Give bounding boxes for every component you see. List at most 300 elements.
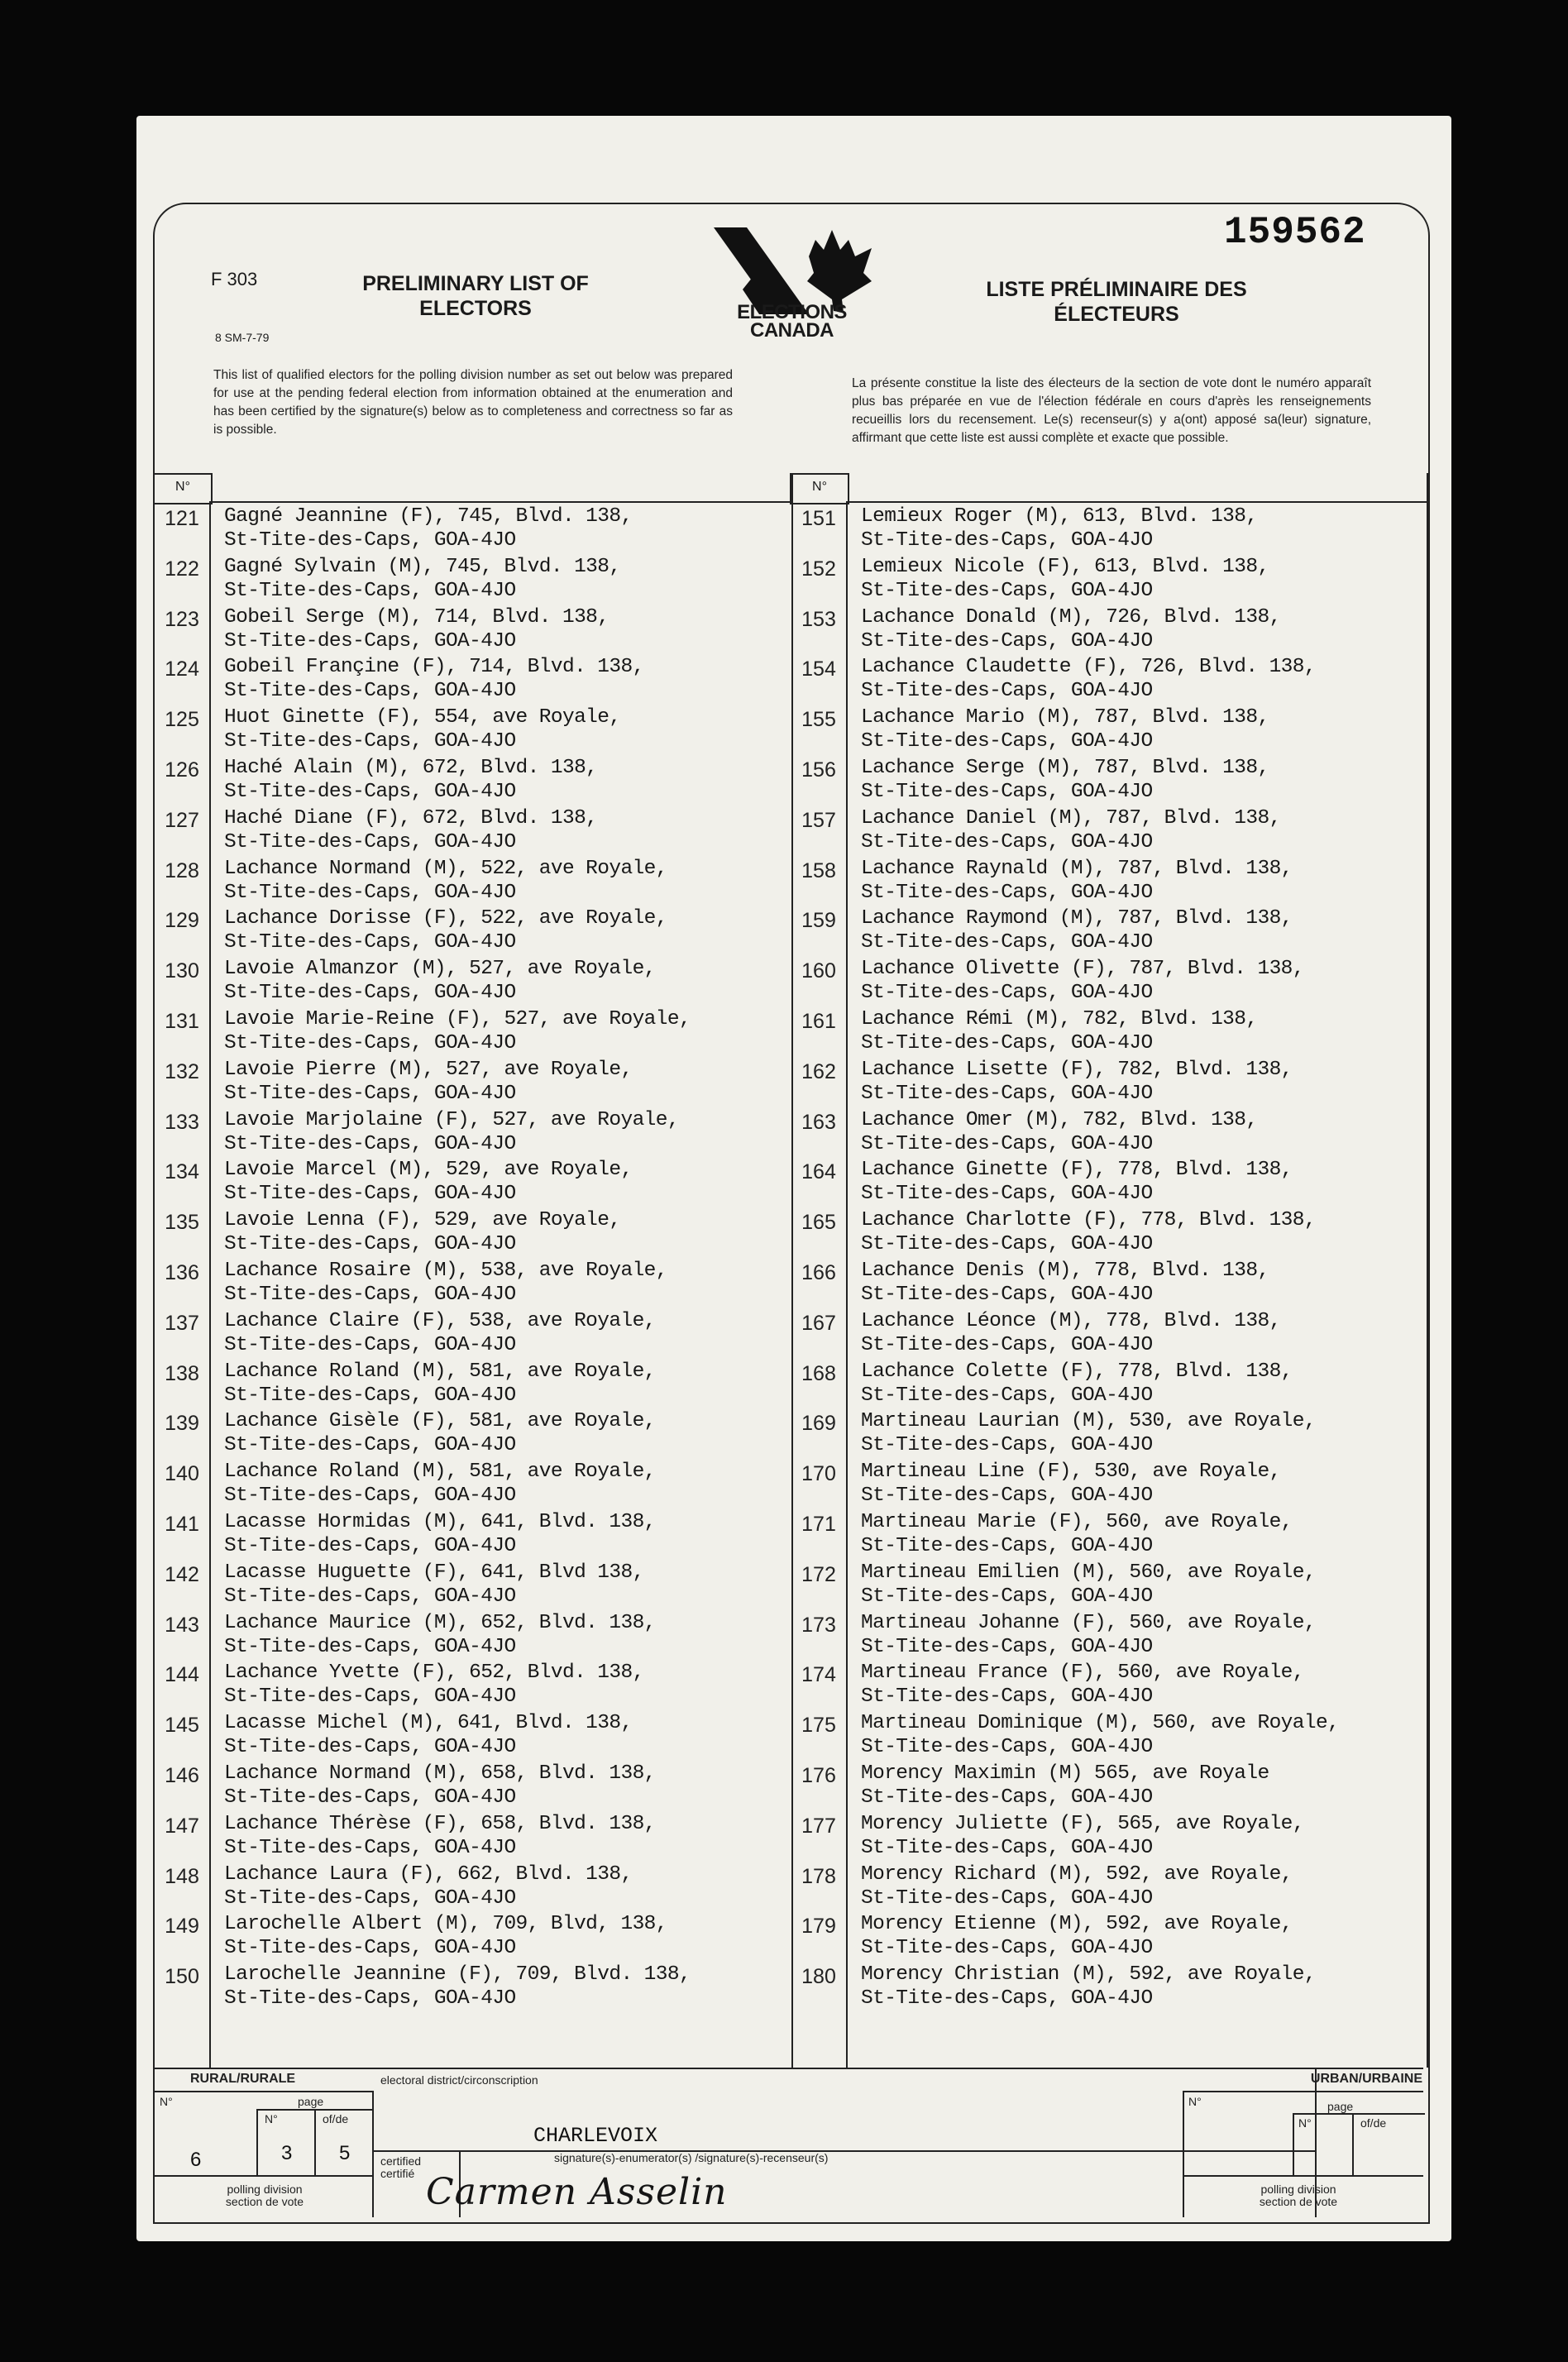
elector-number: 148 [165,1864,199,1888]
elector-number: 180 [801,1965,836,1989]
elector-number: 159 [801,909,836,933]
elector-entry [791,1108,1425,1159]
elector-entry [791,1661,1425,1711]
elector-details [209,1963,691,2013]
elector-entry [791,1158,1425,1208]
elector-entry [791,1208,1425,1259]
elector-number: 163 [801,1110,836,1134]
elector-details [209,1812,656,1862]
elector-details [209,857,667,907]
elector-number: 135 [165,1211,199,1235]
elector-number: 131 [165,1009,199,1033]
urban-polling-label-fr: section de vote [1259,2195,1338,2208]
elector-name-line: Lacasse Michel (M), 641, Blvd. 138, [224,1712,633,1735]
elector-details [846,857,1293,907]
elector-number: 149 [165,1915,199,1939]
elector-name-line: Gobeil Françine (F), 714, Blvd. 138, [224,656,644,679]
elector-details [846,1309,1281,1360]
elector-entry [155,1862,788,1913]
elector-number: 122 [165,557,199,581]
elector-details [209,756,597,806]
elector-name-line: Lavoie Pierre (M), 527, ave Royale, [224,1058,633,1081]
elector-number: 153 [801,607,836,631]
elector-details [209,1309,656,1360]
elector-name-line: Lachance Olivette (F), 787, Blvd. 138, [861,958,1304,981]
elector-number: 126 [165,758,199,782]
elector-entry [155,756,788,806]
elector-address-line: St-Tite-des-Caps, GOA-4JO [861,579,1153,602]
elector-entry [791,555,1425,605]
elector-address-line: St-Tite-des-Caps, GOA-4JO [861,1635,1153,1658]
elector-number: 155 [801,708,836,732]
elector-address-line: St-Tite-des-Caps, GOA-4JO [861,881,1153,904]
elector-name-line: Lachance Rémi (M), 782, Blvd. 138, [861,1007,1258,1030]
elector-number: 146 [165,1763,199,1787]
elector-number: 152 [801,557,836,581]
elector-details [209,1058,633,1108]
elector-address-line: St-Tite-des-Caps, GOA-4JO [224,1987,516,2011]
elector-name-line: Lachance Raynald (M), 787, Blvd. 138, [861,857,1293,880]
elector-number: 137 [165,1311,199,1335]
elector-details [846,1409,1316,1460]
elector-entry [155,1309,788,1360]
elector-number: 175 [801,1714,836,1738]
elector-details [846,1711,1339,1762]
elector-entry [791,957,1425,1007]
urban-page-box [1293,2113,1425,2177]
elector-number: 165 [801,1211,836,1235]
elector-number: 123 [165,607,199,631]
elector-number: 132 [165,1059,199,1083]
urban-of-label: of/de [1360,2116,1387,2130]
elector-number: 142 [165,1562,199,1586]
page-number: 3 [281,2142,293,2164]
elector-details [209,1711,633,1762]
elector-name-line: Haché Diane (F), 672, Blvd. 138, [224,806,598,830]
elector-address-line: St-Tite-des-Caps, GOA-4JO [224,780,516,803]
elector-number: 173 [801,1613,836,1637]
elector-details [209,555,620,605]
elector-name-line: Lacasse Hormidas (M), 641, Blvd. 138, [224,1510,656,1533]
elector-number: 162 [801,1059,836,1083]
elector-address-line: St-Tite-des-Caps, GOA-4JO [861,730,1153,753]
elector-number: 130 [165,959,199,983]
elector-address-line: St-Tite-des-Caps, GOA-4JO [861,1283,1153,1306]
elector-address-line: St-Tite-des-Caps, GOA-4JO [224,1886,516,1910]
elector-name-line: Gagné Sylvain (M), 745, Blvd. 138, [224,555,621,578]
elector-details [846,806,1281,857]
elector-address-line: St-Tite-des-Caps, GOA-4JO [224,629,516,653]
elector-name-line: Martineau Dominique (M), 560, ave Royale, [861,1712,1340,1735]
elector-address-line: St-Tite-des-Caps, GOA-4JO [224,1333,516,1356]
rural-no-label: N° [160,2095,173,2108]
elector-name-line: Lachance Roland (M), 581, ave Royale, [224,1360,656,1383]
certified-label-en: certified [380,2154,422,2168]
elector-details [846,1812,1304,1862]
elector-address-line: St-Tite-des-Caps, GOA-4JO [861,1333,1153,1356]
right-number-header: N° [790,473,849,504]
elector-entry [155,1259,788,1309]
elector-entry [791,1058,1425,1108]
urban-rule [1183,2091,1423,2092]
elector-address-line: St-Tite-des-Caps, GOA-4JO [861,1132,1153,1155]
elector-details [846,605,1281,656]
elector-details [209,705,620,756]
elector-details [846,655,1316,705]
elector-entry [155,806,788,857]
elector-address-line: St-Tite-des-Caps, GOA-4JO [224,931,516,954]
elector-name-line: Lachance Normand (M), 658, Blvd. 138, [224,1762,656,1785]
elector-details [209,1158,633,1208]
elector-address-line: St-Tite-des-Caps, GOA-4JO [861,1987,1153,2011]
elector-entry [791,1259,1425,1309]
elector-number: 170 [801,1462,836,1486]
elector-entry [791,1360,1425,1410]
elector-details [846,1158,1293,1208]
footer [153,2068,1427,2221]
elector-details [846,906,1293,957]
elector-number: 124 [165,657,199,681]
logo-wordmark [703,301,881,342]
elector-name-line: Lachance Charlotte (F), 778, Blvd. 138, [861,1209,1316,1232]
rural-polling-label [211,2183,318,2208]
elector-name-line: Lachance Normand (M), 522, ave Royale, [224,857,667,880]
elector-entry [155,1661,788,1711]
elector-name-line: Lachance Gisèle (F), 581, ave Royale, [224,1410,656,1433]
elector-details [209,806,597,857]
elector-name-line: Lachance Roland (M), 581, ave Royale, [224,1461,656,1484]
elector-entry [791,1510,1425,1561]
elector-name-line: Lemieux Roger (M), 613, Blvd. 138, [861,505,1258,528]
elector-number: 164 [801,1160,836,1184]
elector-address-line: St-Tite-des-Caps, GOA-4JO [861,1736,1153,1759]
elector-number: 138 [165,1361,199,1385]
elector-name-line: Lachance Omer (M), 782, Blvd. 138, [861,1108,1258,1131]
elector-number: 133 [165,1110,199,1134]
elector-number: 160 [801,959,836,983]
elector-entry [155,1812,788,1862]
elector-details [846,1862,1293,1913]
elector-entry [155,1711,788,1762]
elector-entry [791,1460,1425,1510]
elector-entry [791,806,1425,857]
elector-number: 134 [165,1160,199,1184]
rural-rule [153,2091,372,2092]
elector-address-line: St-Tite-des-Caps, GOA-4JO [224,830,516,853]
elector-name-line: Morency Etienne (M), 592, ave Royale, [861,1913,1293,1936]
elector-address-line: St-Tite-des-Caps, GOA-4JO [224,579,516,602]
elector-address-line: St-Tite-des-Caps, GOA-4JO [861,830,1153,853]
logo-text-canada: CANADA [750,319,834,342]
elector-details [209,906,667,957]
elector-address-line: St-Tite-des-Caps, GOA-4JO [224,1132,516,1155]
elector-details [209,1561,644,1611]
elector-entry [155,555,788,605]
urban-polling-label-en: polling division [1260,2183,1336,2196]
elector-name-line: Martineau Johanne (F), 560, ave Royale, [861,1611,1316,1634]
elector-name-line: Lachance Laura (F), 662, Blvd. 138, [224,1862,633,1886]
signature-label: signature(s)-enumerator(s) /signature(s)-recenseur(s) [554,2151,829,2164]
elector-address-line: St-Tite-des-Caps, GOA-4JO [224,529,516,552]
urban-bottom-rule [1183,2175,1423,2177]
elector-address-line: St-Tite-des-Caps, GOA-4JO [861,982,1153,1005]
elector-entry [791,504,1425,555]
elector-number: 139 [165,1412,199,1436]
elector-entry [791,857,1425,907]
elector-entry [791,1711,1425,1762]
elector-name-line: Lachance Maurice (M), 652, Blvd. 138, [224,1611,656,1634]
intro-french: La présente constitue la liste des électeurs de la section de vote dont le numéro apparaît plus bas préparée en vue de l'élection fédérale en cours d'après les renseignements recueillis lors du recensement. Le(s) recenseur(s) y a(ont) apposé sa(leur) signature, affirmant que cette liste est aussi complète et exacte que possible. [852,376,1371,445]
elector-address-line: St-Tite-des-Caps, GOA-4JO [861,1183,1153,1206]
elector-name-line: Martineau Marie (F), 560, ave Royale, [861,1510,1293,1533]
elector-address-line: St-Tite-des-Caps, GOA-4JO [861,1534,1153,1557]
elector-details [846,1058,1293,1108]
rural-bottom-rule [153,2175,372,2177]
elector-number: 174 [801,1663,836,1687]
rural-of-label: of/de [323,2112,349,2125]
elector-number: 144 [165,1663,199,1687]
elector-address-line: St-Tite-des-Caps, GOA-4JO [224,1685,516,1709]
elector-address-line: St-Tite-des-Caps, GOA-4JO [861,1836,1153,1859]
district-label: electoral district/circonscription [380,2073,538,2087]
elector-details [846,1208,1316,1259]
elector-entry [791,1007,1425,1058]
elector-name-line: Lachance Raymond (M), 787, Blvd. 138, [861,907,1293,930]
elector-number: 169 [801,1412,836,1436]
elector-number: 136 [165,1260,199,1284]
elector-entry [791,1561,1425,1611]
elector-entry [155,1963,788,2013]
elector-number: 150 [165,1965,199,1989]
elector-address-line: St-Tite-des-Caps, GOA-4JO [861,1937,1153,1960]
elector-details [846,555,1269,605]
elector-address-line: St-Tite-des-Caps, GOA-4JO [861,1434,1153,1457]
elector-details [846,756,1269,806]
elector-address-line: St-Tite-des-Caps, GOA-4JO [861,529,1153,552]
elector-name-line: Haché Alain (M), 672, Blvd. 138, [224,756,598,779]
elector-address-line: St-Tite-des-Caps, GOA-4JO [224,1937,516,1960]
elector-details [209,504,633,555]
elector-name-line: Gobeil Serge (M), 714, Blvd. 138, [224,605,610,629]
elector-name-line: Lavoie Almanzor (M), 527, ave Royale, [224,958,656,981]
elector-name-line: Lachance Mario (M), 787, Blvd. 138, [861,706,1269,729]
rural-polling-label-en: polling division [227,2183,303,2196]
elector-details [846,1661,1304,1711]
elector-details [209,1862,633,1913]
elector-address-line: St-Tite-des-Caps, GOA-4JO [861,1786,1153,1809]
elector-address-line: St-Tite-des-Caps, GOA-4JO [861,1886,1153,1910]
elector-number: 143 [165,1613,199,1637]
elector-details [209,957,656,1007]
elector-number: 121 [165,507,199,530]
elector-name-line: Lavoie Marcel (M), 529, ave Royale, [224,1159,633,1182]
elector-address-line: St-Tite-des-Caps, GOA-4JO [861,629,1153,653]
elector-name-line: Lachance Thérèse (F), 658, Blvd. 138, [224,1812,656,1835]
elector-details [209,1360,656,1410]
urban-page-no-label: N° [1298,2116,1312,2130]
elector-entry [791,705,1425,756]
elector-details [846,1108,1257,1159]
elector-details [846,1460,1281,1510]
elector-number: 156 [801,758,836,782]
elector-name-line: Lavoie Lenna (F), 529, ave Royale, [224,1209,621,1232]
left-number-header: N° [153,473,213,504]
elector-name-line: Lachance Claire (F), 538, ave Royale, [224,1309,656,1332]
elector-entry [155,705,788,756]
elector-entry [155,1208,788,1259]
elector-name-line: Larochelle Albert (M), 709, Blvd, 138, [224,1913,667,1936]
elector-name-line: Lachance Donald (M), 726, Blvd. 138, [861,605,1281,629]
form-date: 8 SM-7-79 [215,331,270,344]
elector-number: 128 [165,858,199,882]
elector-entry [155,1108,788,1159]
elector-address-line: St-Tite-des-Caps, GOA-4JO [861,1031,1153,1054]
elector-address-line: St-Tite-des-Caps, GOA-4JO [224,1384,516,1407]
elector-name-line: Morency Richard (M), 592, ave Royale, [861,1862,1293,1886]
elector-name-line: Lachance Ginette (F), 778, Blvd. 138, [861,1159,1293,1182]
elector-entry [155,1561,788,1611]
elector-details [846,1360,1293,1410]
elector-entry [155,1058,788,1108]
elector-details [209,1611,656,1662]
elector-name-line: Lavoie Marie-Reine (F), 527, ave Royale, [224,1007,691,1030]
elector-entry [155,1007,788,1058]
left-entry-list [155,504,788,2013]
polling-division-number: 6 [190,2149,202,2171]
elector-address-line: St-Tite-des-Caps, GOA-4JO [224,730,516,753]
elector-name-line: Lachance Colette (F), 778, Blvd. 138, [861,1360,1293,1383]
elector-details [846,1259,1269,1309]
elector-name-line: Lachance Daniel (M), 787, Blvd. 138, [861,806,1281,830]
elector-details [846,504,1257,555]
elector-entry [155,1409,788,1460]
elector-entry [155,655,788,705]
elector-details [846,1762,1269,1812]
elector-number: 177 [801,1814,836,1838]
elector-details [846,957,1304,1007]
elector-details [209,1007,691,1058]
rural-page-no-label: N° [265,2112,278,2125]
elector-details [846,1007,1257,1058]
elector-address-line: St-Tite-des-Caps, GOA-4JO [861,1485,1153,1508]
elector-entry [155,1510,788,1561]
elector-entry [155,1158,788,1208]
elector-name-line: Lachance Yvette (F), 652, Blvd. 138, [224,1662,644,1685]
elector-address-line: St-Tite-des-Caps, GOA-4JO [224,1183,516,1206]
logo-text-elections: ELECTIONS [737,301,847,323]
elector-entry [791,756,1425,806]
elector-address-line: St-Tite-des-Caps, GOA-4JO [224,1485,516,1508]
elector-name-line: Martineau France (F), 560, ave Royale, [861,1662,1304,1685]
rural-polling-label-fr: section de vote [225,2195,304,2208]
elector-details [846,705,1269,756]
rural-page-label: page [298,2095,324,2108]
elector-details [209,1661,644,1711]
elector-address-line: St-Tite-des-Caps, GOA-4JO [224,1836,516,1859]
elector-number: 171 [801,1512,836,1536]
rural-page-divider [314,2109,316,2175]
district-rule [372,2150,1315,2152]
elector-entry [155,1360,788,1410]
elector-address-line: St-Tite-des-Caps, GOA-4JO [224,1283,516,1306]
elector-entry [791,655,1425,705]
urban-no-label: N° [1188,2095,1202,2108]
intro-english: This list of qualified electors for the polling division number as set out below was prepared for use at the pending federal election from information obtained at the enumeration and has been certified by the signature(s) below as to completeness and correctness so far as is possible. [213,368,733,437]
elector-address-line: St-Tite-des-Caps, GOA-4JO [861,1384,1153,1407]
enumerator-signature: Carmen Asselin [426,2171,728,2213]
elector-name-line: Morency Maximin (M) 565, ave Royale [861,1762,1269,1785]
elector-number: 125 [165,708,199,732]
elector-number: 157 [801,808,836,832]
elector-details [209,1259,667,1309]
elector-address-line: St-Tite-des-Caps, GOA-4JO [224,1736,516,1759]
elector-entry [155,1460,788,1510]
elector-details [209,1510,656,1561]
elector-address-line: St-Tite-des-Caps, GOA-4JO [224,982,516,1005]
elector-number: 167 [801,1311,836,1335]
elector-details [846,1611,1316,1662]
urban-page-label: page [1327,2100,1354,2113]
elector-name-line: Lavoie Marjolaine (F), 527, ave Royale, [224,1108,679,1131]
elector-number: 168 [801,1361,836,1385]
elector-number: 158 [801,858,836,882]
elector-entry [155,1762,788,1812]
elector-address-line: St-Tite-des-Caps, GOA-4JO [861,680,1153,703]
urban-polling-label [1236,2183,1360,2208]
elector-address-line: St-Tite-des-Caps, GOA-4JO [224,1233,516,1256]
right-entry-list [791,504,1425,2013]
elector-name-line: Martineau Laurian (M), 530, ave Royale, [861,1410,1316,1433]
elector-number: 166 [801,1260,836,1284]
certified-label-fr: certifié [380,2167,415,2180]
elector-address-line: St-Tite-des-Caps, GOA-4JO [224,1082,516,1105]
elector-address-line: St-Tite-des-Caps, GOA-4JO [224,1434,516,1457]
elector-details [209,655,644,705]
elector-number: 141 [165,1512,199,1536]
elector-details [846,1561,1316,1611]
elector-entry [155,1611,788,1662]
elector-details [209,1912,667,1963]
elector-number: 172 [801,1562,836,1586]
elector-name-line: Lemieux Nicole (F), 613, Blvd. 138, [861,555,1269,578]
elector-address-line: St-Tite-des-Caps, GOA-4JO [224,1635,516,1658]
elector-name-line: Lachance Claudette (F), 726, Blvd. 138, [861,656,1316,679]
elector-number: 161 [801,1009,836,1033]
district-value: CHARLEVOIX [533,2124,658,2148]
elector-name-line: Morency Juliette (F), 565, ave Royale, [861,1812,1304,1835]
elector-entry [155,957,788,1007]
elector-details [846,1963,1316,2013]
elector-name-line: Lacasse Huguette (F), 641, Blvd 138, [224,1561,644,1584]
elector-address-line: St-Tite-des-Caps, GOA-4JO [861,931,1153,954]
elector-entry [791,1812,1425,1862]
elector-number: 127 [165,808,199,832]
elector-name-line: Lachance Lisette (F), 782, Blvd. 138, [861,1058,1293,1081]
elector-details [846,1510,1293,1561]
elector-number: 179 [801,1915,836,1939]
urban-left-border [1183,2091,1184,2217]
urban-label: URBAN/URBAINE [1310,2072,1422,2086]
elector-address-line: St-Tite-des-Caps, GOA-4JO [224,1786,516,1809]
page-total: 5 [339,2142,351,2164]
serial-number: 159562 [1224,211,1366,254]
elector-address-line: St-Tite-des-Caps, GOA-4JO [861,1233,1153,1256]
elector-address-line: St-Tite-des-Caps, GOA-4JO [861,1685,1153,1709]
elector-name-line: Martineau Line (F), 530, ave Royale, [861,1461,1281,1484]
elector-entry [155,605,788,656]
elector-details [209,1208,620,1259]
elector-address-line: St-Tite-des-Caps, GOA-4JO [224,1534,516,1557]
